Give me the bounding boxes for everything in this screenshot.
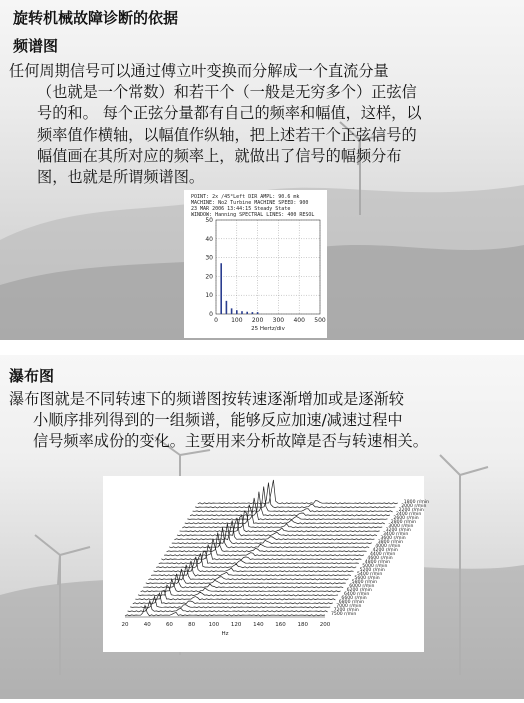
series-label: 2600 r/min [393,516,419,521]
waterfall-series-line [185,505,385,524]
waterfall-chart [103,476,430,652]
series-label: 3800 r/min [377,540,404,545]
x-tick-label: 60 [165,622,173,628]
text-line: 信号频率成份的变化。主要用来分析故障是否与转速相关。 [33,432,428,451]
series-label: 2400 r/min [396,512,422,517]
series-label: 7500 r/min [331,612,357,617]
waterfall-series-line [195,483,395,508]
chart-header-line: MACHINE: No2 Turbine MACHINE SPEED: 900 [191,200,309,206]
text-line: 小顺序排列得到的一组频谱，能够反应加速/减速过程中 [33,411,403,430]
text-line: 瀑布图就是不同转速下的频谱图按转速逐渐增加或是逐渐较 [9,390,404,408]
series-label: 3600 r/min [380,536,406,541]
series-label: 4600 r/min [367,556,393,561]
y-tick-label: 30 [205,254,213,262]
series-label: 6600 r/min [341,596,367,601]
x-tick-label: 140 [253,622,264,628]
x-tick-label: 20 [121,622,129,628]
series-label: 3000 r/min [388,524,414,529]
y-tick-label: 10 [205,292,213,300]
x-tick-label: 200 [251,317,264,324]
x-tick-label: 500 [314,317,326,324]
series-label: 7200 r/min [333,608,359,613]
waterfall-series-line [190,492,390,516]
series-label: 6400 r/min [344,592,370,597]
text-line: 任何周期信号可以通过傅立叶变换而分解成一个直流分量 [9,62,389,80]
series-label: 1800 r/min [403,500,430,505]
x-axis-label: Hz [221,631,229,637]
series-label: 5800 r/min [351,580,378,585]
waterfall-series-line [159,551,359,564]
series-label: 2200 r/min [398,508,424,513]
text-line: 图，也就是所谓频谱图。 [37,168,205,187]
x-tick-label: 400 [293,317,305,324]
plot-frame [216,220,320,314]
series-label: 4000 r/min [375,544,401,549]
series-label: 6000 r/min [349,584,375,589]
chart-header-line: 23 MAR 2006 13:44:15 Steady State [191,206,291,212]
section-heading-spectrum: 频谱图 [13,37,59,55]
x-tick-label: 180 [297,622,309,628]
waterfall-series-line [143,574,343,588]
x-tick-label: 80 [188,622,196,628]
waterfall-series-line [180,515,380,532]
section-heading-waterfall: 瀑布图 [9,367,55,385]
x-tick-label: 120 [230,622,242,628]
chart-header-line: WINDOW: Hanning SPECTRAL LINES: 400 RESOL [191,212,315,218]
page-title: 旋转机械故障诊断的依据 [13,9,179,27]
chart-header-line: POINT: 2x /45°Left DIR AMPL: 90.6 mk [191,194,300,200]
y-tick-label: 20 [205,273,213,281]
series-label: 4800 r/min [364,560,391,565]
paragraph-waterfall [9,389,428,453]
waterfall-series-line [187,498,387,520]
x-tick-label: 300 [272,317,285,324]
x-tick-label: 200 [319,622,331,628]
text-line: 号的和。 每个正弦分量都有自己的频率和幅值，这样，以 [37,104,422,123]
spectrum-chart [184,190,327,338]
paragraph-spectrum [9,61,422,188]
series-label: 5400 r/min [357,572,383,577]
series-label: 4400 r/min [370,552,396,557]
series-label: 5200 r/min [359,568,385,573]
series-label: 5000 r/min [362,564,388,569]
text-line: 幅值画在其所对应的频率上，就做出了信号的幅频分布 [37,146,402,165]
waterfall-plot [103,476,430,652]
series-label: 3400 r/min [383,532,409,537]
x-tick-label: 100 [208,622,220,628]
series-label: 2800 r/min [390,520,417,525]
waterfall-series-line [141,579,341,592]
y-tick-label: 40 [205,235,213,243]
x-tick-label: 0 [214,317,218,324]
waterfall-series-line [198,480,398,504]
x-tick-label: 40 [143,622,151,628]
x-tick-label: 160 [275,622,286,628]
spectrum-plot [184,190,327,338]
series-label: 7000 r/min [336,604,362,609]
waterfall-series-line [172,523,372,544]
y-tick-label: 0 [209,311,213,318]
series-label: 6200 r/min [346,588,372,593]
waterfall-series-line [193,487,393,513]
series-label: 6800 r/min [338,600,365,605]
series-label: 2000 r/min [401,504,427,509]
series-label: 5600 r/min [354,576,380,581]
y-tick-label: 50 [205,217,213,224]
text-line: 频率值作横轴，以幅值作纵轴，把上述若干个正弦信号的 [37,125,417,144]
x-axis-label: 25 Hertz/div [251,326,285,332]
series-label: 3200 r/min [385,528,411,533]
text-line: （也就是一个常数）和若干个（一般是无穷多个）正弦信 [37,83,417,102]
x-tick-label: 100 [231,317,243,324]
series-label: 4200 r/min [372,548,398,553]
